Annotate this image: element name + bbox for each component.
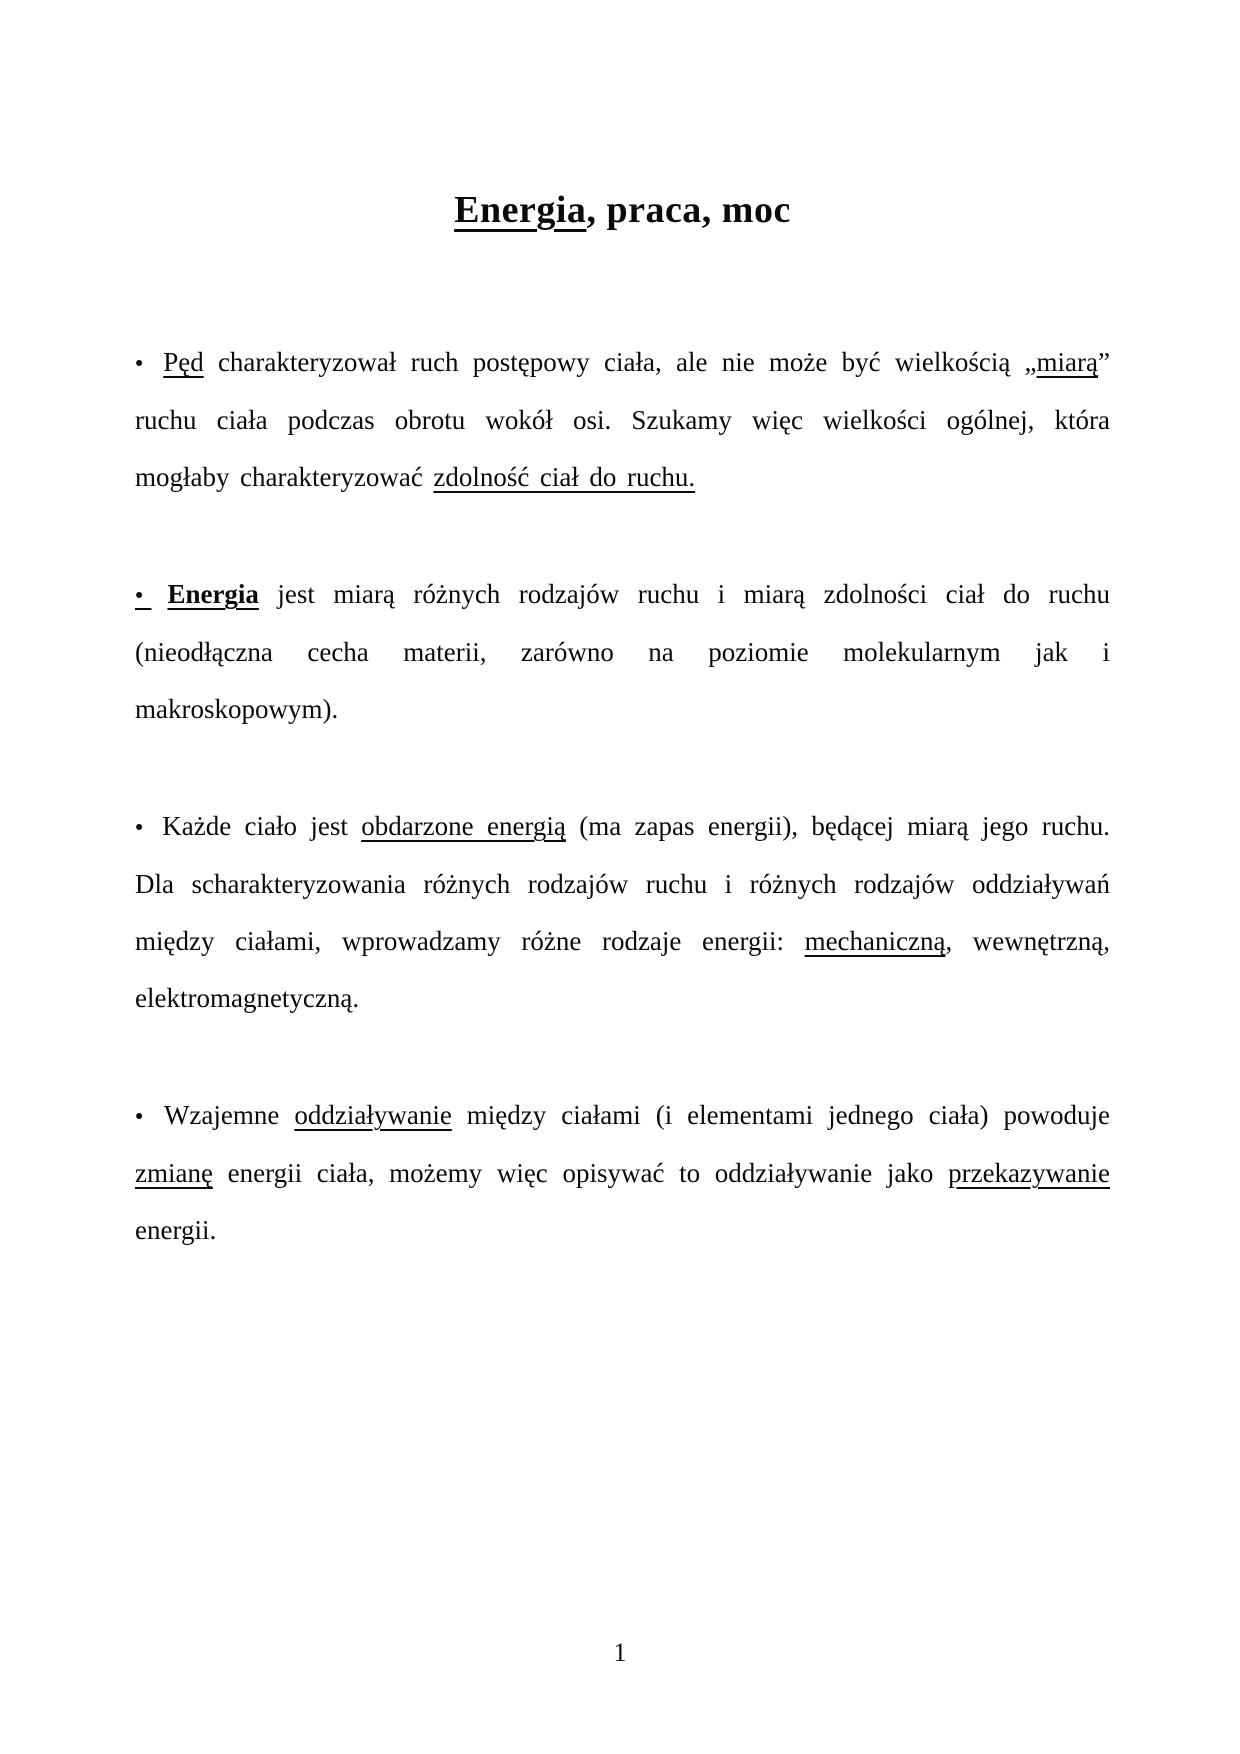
text-segment: oddziaływanie: [294, 1100, 452, 1130]
text-segment: jest miarą różnych rodzajów ruchu i miarą zdolności ciał do ruchu (nieodłączna cecha materii, zarówno na poziomie molekularnym jak i makroskopowym).: [135, 579, 1110, 724]
bullet-icon: ●: [135, 819, 147, 835]
text-segment: zdolność ciał do ruchu.: [433, 462, 696, 492]
text-segment: ” ruchu ciała podczas obrotu wokół osi. Szukamy więc wielkości ogólnej, która mogłaby charakteryzować: [135, 347, 1110, 492]
text-segment: przekazywanie: [948, 1158, 1110, 1188]
bullet-item-wzajemne: [135, 1087, 1110, 1259]
text-segment: Pęd: [163, 347, 204, 377]
text-segment: mechaniczną: [804, 926, 946, 956]
bullet-icon: ●: [135, 587, 152, 603]
page-number: 1: [613, 1638, 627, 1667]
text-segment: (ma zapas energii), będącej miarą jego ruchu. Dla scharakteryzowania różnych rodzajów ruchu i różnych rodzajów oddziaływań między ciałami, wprowadzamy różne rodzaje energii:: [135, 811, 1110, 956]
page-footer: [0, 1638, 1240, 1668]
bullet-icon: ●: [135, 1108, 148, 1124]
bullet-item-kazde-cialo: [135, 798, 1110, 1027]
text-segment: energii.: [135, 1215, 217, 1245]
bullet-item-energia: [135, 566, 1110, 738]
text-segment: charakteryzował ruch postępowy ciała, ale nie może być wielkością „: [203, 347, 1037, 377]
bullet-item-ped: [135, 334, 1110, 506]
text-segment: obdarzone energią: [361, 811, 566, 841]
text-segment: Wzajemne: [163, 1100, 295, 1130]
text-segment: , wewnętrzną, elektromagnetyczną.: [135, 926, 1110, 1013]
title-rest: , praca, moc: [586, 189, 791, 231]
page-title: [135, 188, 1110, 232]
text-segment: Każde ciało jest: [162, 811, 362, 841]
text-segment: Energia: [167, 579, 259, 609]
text-segment: miarą: [1036, 347, 1099, 377]
bullet-icon: ●: [135, 355, 148, 371]
title-underlined-word: Energia: [454, 189, 587, 231]
text-segment: zmianę: [135, 1158, 213, 1188]
document-content: [135, 0, 1110, 1319]
text-segment: między ciałami (i elementami jednego ciała) powoduje: [451, 1100, 1110, 1130]
text-segment-underlined-group: [135, 579, 259, 609]
text-segment: energii ciała, możemy więc opisywać to oddziaływanie jako: [212, 1158, 949, 1188]
